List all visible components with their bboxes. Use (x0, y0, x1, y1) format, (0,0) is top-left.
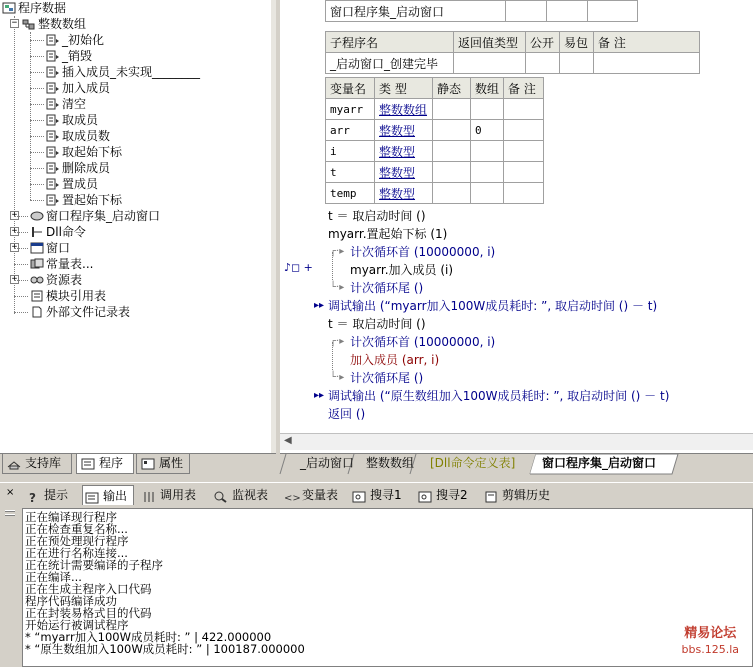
search-icon (418, 489, 432, 501)
tab-assembly-startup[interactable]: 窗口程序集_启动窗口 (542, 456, 657, 470)
loop-bracket-icon: ┌·▸ (330, 336, 345, 347)
tab-program[interactable]: 程序 (76, 454, 134, 474)
expand-toggle[interactable]: + (11, 210, 18, 220)
output-log[interactable] (22, 508, 753, 667)
tree-node-external-files[interactable]: 外部文件记录表 (30, 304, 130, 320)
breakpoint-marker[interactable]: ♪◻ + (284, 261, 313, 274)
subroutine-icon (46, 114, 60, 126)
resources-icon (30, 274, 44, 286)
code-horizontal-scrollbar[interactable] (280, 433, 753, 450)
subroutine-icon (46, 146, 60, 158)
tab-dll-defs[interactable]: [Dll命令定义表] (430, 456, 516, 470)
project-tree[interactable] (0, 0, 276, 453)
tree-subroutine[interactable]: 置起始下标 (46, 192, 122, 208)
code-line[interactable]: 计次循环尾 () (350, 371, 424, 385)
assembly-table (325, 0, 638, 22)
tree-subroutine[interactable]: _初始化 (46, 32, 104, 48)
subroutine-icon (46, 66, 60, 78)
tab-output[interactable]: 输出 (82, 485, 134, 505)
call-stack-icon (142, 489, 156, 501)
loop-bracket-icon: ┌·▸ (330, 246, 345, 257)
variable-table: 变量名 类 型 静态 数组 备 注 myarr 整数数组 arr 整数型 0 i 整数型 t 整数型 temp 整数型 (325, 77, 544, 204)
subroutine-icon (46, 162, 60, 174)
program-data-icon (2, 2, 16, 14)
expand-toggle[interactable]: + (11, 274, 18, 284)
tab-hint[interactable]: ? 提示 (24, 485, 68, 505)
tab-startup-window[interactable]: _启动窗口 (300, 456, 355, 470)
window-icon (30, 242, 44, 254)
tree-scrollbar[interactable] (271, 0, 276, 453)
output-line: 正在编译... (25, 570, 82, 584)
tab-int-array[interactable]: 整数数组 (366, 456, 415, 470)
watermark: 精易论坛 bbs.125.la (681, 626, 739, 656)
subroutine-icon (46, 82, 60, 94)
tab-variables[interactable]: <> 变量表 (284, 488, 339, 504)
code-line[interactable]: 调试输出 (“原生数组加入100W成员耗时: ”, 取启动时间 () － t) (328, 389, 670, 403)
tab-watch[interactable]: 监视表 (212, 485, 268, 505)
expand-toggle[interactable]: + (11, 226, 18, 236)
tree-node-dll[interactable]: Dll命令 (30, 224, 86, 240)
assembly-icon (30, 210, 44, 222)
magnifier-icon (214, 489, 228, 501)
subroutine-icon (46, 194, 60, 206)
debug-output-arrow-icon: ▸▸ (314, 300, 325, 311)
output-line: 正在预处理现行程序 (25, 534, 129, 548)
debug-output-arrow-icon: ▸▸ (314, 390, 325, 401)
tree-subroutine[interactable]: 清空 (46, 96, 86, 112)
tree-subroutine[interactable]: 取成员数 (46, 128, 110, 144)
document-tabs (280, 453, 753, 474)
subroutine-table: 子程序名 返回值类型 公开 易包 备 注 _启动窗口_创建完毕 (325, 31, 700, 74)
tab-search2[interactable]: 搜寻2 (416, 485, 468, 505)
scroll-left-arrow-icon[interactable]: ◀ (284, 435, 292, 446)
dll-icon (30, 226, 44, 238)
svg-text:<>: <> (284, 493, 301, 504)
tree-root[interactable] (2, 0, 66, 16)
variables-icon (284, 489, 301, 504)
output-icon (85, 490, 99, 502)
constants-icon (30, 258, 44, 270)
tab-call-stack[interactable]: 调用表 (140, 485, 196, 505)
program-icon (81, 457, 95, 469)
subroutine-icon (46, 34, 60, 46)
search-icon (352, 489, 366, 501)
tree-node-assembly[interactable]: 窗口程序集_启动窗口 (30, 208, 160, 224)
properties-icon (141, 457, 155, 469)
tree-node-module-refs[interactable]: 模块引用表 (30, 288, 106, 304)
svg-text:?: ? (29, 491, 36, 505)
code-line[interactable]: 计次循环首 (10000000, i) (350, 335, 496, 349)
loop-bracket-icon: └·▸ (330, 282, 345, 293)
tree-node-window[interactable]: 窗口 (30, 240, 70, 256)
output-line: 正在统计需要编译的子程序 (25, 558, 163, 572)
expand-toggle[interactable]: + (11, 242, 18, 252)
tree-subroutine[interactable]: _销毁 (46, 48, 92, 64)
subroutine-icon (46, 130, 60, 142)
tree-module-label: 整数数组 (38, 17, 87, 31)
close-icon[interactable]: × (6, 487, 15, 498)
tree-node-constants[interactable]: 常量表... (30, 256, 93, 272)
tree-subroutine[interactable]: 置成员 (46, 176, 98, 192)
code-line[interactable]: 返回 () (328, 407, 366, 421)
output-toolbar (0, 482, 753, 506)
tree-root-label: 程序数据 (18, 1, 67, 15)
output-line: * “原生数组加入100W成员耗时: ” | 100187.000000 (25, 642, 305, 656)
subroutine-name-cell[interactable]: _启动窗口_创建完毕 (326, 53, 454, 74)
code-line[interactable]: myarr.置起始下标 (1) (328, 227, 448, 241)
output-line: 正在检查重复名称... (25, 522, 128, 536)
collapse-toggle[interactable]: − (11, 18, 18, 28)
tree-subroutine[interactable]: 删除成员 (46, 160, 110, 176)
subroutine-icon (46, 178, 60, 190)
tab-properties[interactable]: 属性 (136, 454, 190, 474)
code-line[interactable]: 加入成员 (arr, i) (350, 353, 440, 367)
tree-subroutine[interactable]: 取起始下标 (46, 144, 122, 160)
subroutine-icon (46, 98, 60, 110)
hint-icon (26, 489, 40, 505)
variable-row[interactable]: temp 整数型 (326, 183, 544, 204)
tab-search1[interactable]: 搜寻1 (350, 485, 402, 505)
output-line: 正在编译现行程序 (25, 510, 117, 524)
code-line[interactable]: myarr.加入成员 (i) (350, 263, 454, 277)
variable-row[interactable]: i 整数型 (326, 141, 544, 162)
module-ref-icon (30, 290, 44, 302)
variable-row[interactable]: arr 整数型 0 (326, 120, 544, 141)
code-line[interactable]: 计次循环尾 () (350, 281, 424, 295)
loop-bracket-icon: └·▸ (330, 372, 345, 383)
subroutine-icon (46, 50, 60, 62)
tab-clipboard-history[interactable]: 剪辑历史 (482, 485, 550, 505)
variable-row[interactable]: myarr 整数数组 (326, 99, 544, 120)
output-line: 正在生成主程序入口代码 (25, 582, 152, 596)
assembly-name-cell[interactable]: 窗口程序集_启动窗口 (326, 1, 506, 22)
output-line: * “myarr加入100W成员耗时: ” | 422.000000 (25, 630, 272, 644)
file-icon (30, 306, 44, 318)
library-icon (7, 457, 21, 469)
tree-subroutine[interactable]: 取成员 (46, 112, 98, 128)
output-line: 正在封装易格式目的代码 (25, 606, 152, 620)
left-panel-tabs (0, 453, 276, 474)
tab-support-library[interactable]: 支持库 (2, 454, 72, 474)
variable-row[interactable]: t 整数型 (326, 162, 544, 183)
tree-subroutine[interactable]: 加入成员 (46, 80, 110, 96)
code-line[interactable]: t ＝ 取启动时间 () (328, 209, 426, 223)
output-line: 正在进行名称连接... (25, 546, 128, 560)
code-line[interactable]: 调试输出 (“myarr加入100W成员耗时: ”, 取启动时间 () － t) (328, 299, 658, 313)
code-line[interactable]: t ＝ 取启动时间 () (328, 317, 426, 331)
tree-module[interactable] (22, 16, 86, 32)
output-line: 程序代码编译成功 (25, 594, 117, 608)
output-line: 开始运行被调试程序 (25, 618, 129, 632)
code-editor[interactable] (280, 0, 753, 453)
module-icon (22, 18, 36, 30)
clipboard-icon (484, 489, 498, 501)
editor-gutter (280, 0, 324, 453)
code-line[interactable]: 计次循环首 (10000000, i) (350, 245, 496, 259)
tree-subroutine[interactable]: 插入成员_未实现________ (46, 64, 200, 80)
output-side-strip (0, 506, 22, 667)
tree-node-resources[interactable]: 资源表 (30, 272, 82, 288)
